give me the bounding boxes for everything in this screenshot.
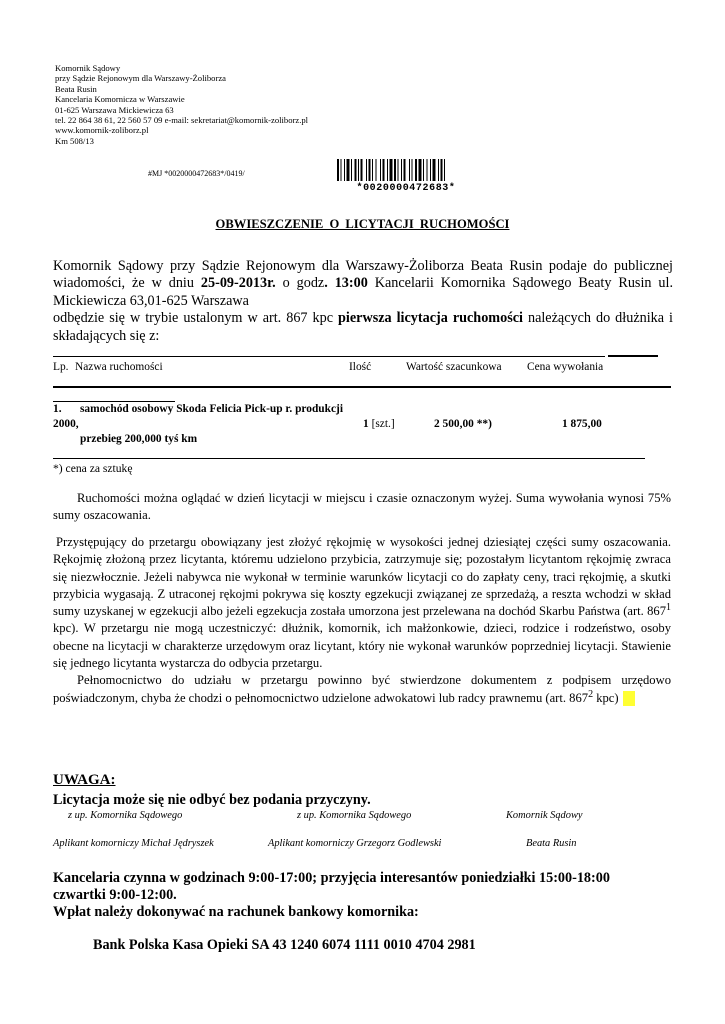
row-name-line3: przebieg 200,000 tyś km [80, 433, 198, 445]
paragraph-text: Ruchomości można oglądać w dzień licytacji w miejscu i czasie oznaczonym wyżej. Suma wywołania wynosi 75% sumy oszacowania. [53, 491, 671, 523]
document-title: OBWIESZCZENIE O LICYTACJI RUCHOMOŚCI [215, 217, 510, 231]
intro-text-part: Komornik Sądowy przy Sądzie Rejonowym dla Warszawy-Żoliborza Beata Rusin podaje do publicznej wiadomości, że w dniu [53, 258, 673, 292]
header-price: Cena wywołania [527, 361, 604, 373]
barcode-icon [337, 159, 475, 181]
row-qty-number: 1 [363, 418, 369, 430]
table-top-rule-short [608, 355, 658, 357]
row-qty [363, 418, 395, 430]
signature-role-2: z up. Komornika Sądowego [297, 810, 412, 821]
paragraph-part: kpc) [593, 690, 619, 705]
paragraph-part: Przystępujący do przetargu obowiązany jest złożyć rękojmię w wysokości jednej dziesiątej części sumy oszacowania. Rękojmię złożoną przez licytanta, któremu udzielono przybicia, zatrzymuje się; pozostałym licytantom rękojmię zwraca się niezwłocznie. Jeżeli nabywca nie wykonał w terminie warunków licytacji co do zapłaty ceny, traci rękojmię, a skutki przybicia wygasają. Z utraconej rękojmi pokrywa się koszty egzekucji związanej ze sprzedażą, a reszta wchodzi w skład sumy uzyskanej w egzekucji albo jeżeli egzekucja została umorzona jest przelewana na dochód Skarbu Państwa (art. 867 [53, 535, 671, 619]
header-lp: Lp. [53, 361, 69, 373]
table-row-rule [53, 401, 175, 402]
highlight-mark [623, 691, 635, 706]
bank-account: Bank Polska Kasa Opieki SA 43 1240 6074 1111 0010 4704 2981 [93, 937, 476, 953]
barcode-text: *0020000472683* [356, 183, 456, 194]
row-lp: 1. [53, 403, 62, 415]
auction-type: pierwsza licytacja ruchomości [338, 310, 523, 327]
header-value: Wartość szacunkowa [406, 361, 502, 373]
intro-paragraph-2 [53, 310, 673, 345]
case-number: Km 508/13 [55, 135, 94, 146]
intro-dot: . [324, 275, 328, 292]
header-line: tel. 22 864 38 61, 22 560 57 09 e-mail: sekretariat@komornik-zoliborz.pl [55, 115, 309, 126]
header-qty: Ilość [349, 361, 372, 373]
intro-text-part: o godz [275, 275, 325, 292]
intro-text [53, 258, 673, 345]
warning-text: Licytacja może się nie odbyć bez podania przyczyny. [53, 792, 371, 808]
intro-text-part: Kancelarii Komornika Sądowego Beaty Rusin ul. Mickiewicza 63,01-625 Warszawa [53, 275, 674, 309]
header-line: Komornik Sądowy [55, 63, 121, 73]
office-hours [53, 870, 693, 921]
header-name: Nazwa ruchomości [75, 361, 163, 373]
header-line: 01-625 Warszawa Mickiewicza 63 [55, 104, 174, 115]
table-bottom-rule [53, 458, 645, 459]
header-line: www.komornik-zoliborz.pl [55, 125, 149, 136]
row-qty-unit: [szt.] [371, 418, 395, 430]
office-hours-line: Kancelaria czynna w godzinach 9:00-17:00; przyjęcia interesantów poniedziałki 15:00-18:00 [53, 870, 610, 886]
superscript: 1 [666, 602, 671, 613]
table-top-rule [53, 356, 605, 357]
row-value: 2 500,00 **) [434, 418, 492, 430]
viewing-paragraph [53, 490, 671, 525]
signature-role-1: z up. Komornika Sądowego [68, 810, 183, 821]
signature-name-3: Beata Rusin [526, 838, 577, 849]
warning-heading: UWAGA: [53, 772, 116, 788]
price-note: *) cena za sztukę [53, 462, 133, 475]
intro-text-part: należących do dłużnika i składających się z: [53, 310, 673, 344]
header-line: przy Sądzie Rejonowym dla Warszawy-Żoliborza [55, 73, 226, 84]
reference-code: #MJ *0020000472683*/0419/ [148, 169, 245, 178]
row-name-line2: 2000, [53, 418, 79, 430]
signature-role-3: Komornik Sądowy [506, 810, 583, 821]
office-hours-line: czwartki 9:00-12:00. [53, 887, 177, 903]
row-name-line1: samochód osobowy Skoda Felicia Pick-up r. produkcji [80, 403, 343, 415]
paragraph-text [53, 534, 671, 672]
signature-name-2: Aplikant komorniczy Grzegorz Godlewski [268, 838, 442, 849]
table-header-rule [53, 386, 671, 388]
intro-text-part: odbędzie się w trybie ustalonym w art. 867 kpc [53, 310, 339, 327]
intro-paragraph-1 [53, 258, 673, 310]
superscript: 2 [588, 688, 594, 700]
auction-time: 13:00 [327, 275, 368, 292]
signature-name-1: Aplikant komorniczy Michał Jędryszek [53, 838, 214, 849]
auction-date: 25-09-2013r. [200, 275, 276, 292]
header-line: Kancelaria Komornicza w Warszawie [55, 94, 185, 105]
payment-note: Wpłat należy dokonywać na rachunek bankowy komornika: [53, 904, 419, 920]
row-price: 1 875,00 [562, 418, 602, 430]
paragraph-part: Pełnomocnictwo do udziału w przetargu powinno być stwierdzone dokumentem z podpisem urzędowo poświadczonym, chyba że chodzi o pełnomocnictwo udzielone adwokatowi lub radcy prawnemu (art. 867 [53, 673, 671, 705]
header-line: Beata Rusin [55, 83, 97, 94]
proxy-paragraph [53, 672, 671, 707]
paragraph-part: kpc). W przetargu nie mogą uczestniczyć: dłużnik, komornik, ich małżonkowie, dzieci, rodzice i rodzeństwo, osoby obecne na licytacji w charakterze urzędowym oraz licytant, który nie wykonał warunków poprzedniej licytacji. Stawienie się jednego licytanta wystarcza do odbycia przetargu. [53, 621, 671, 671]
deposit-paragraph [53, 534, 671, 707]
bailiff-header [55, 63, 308, 146]
